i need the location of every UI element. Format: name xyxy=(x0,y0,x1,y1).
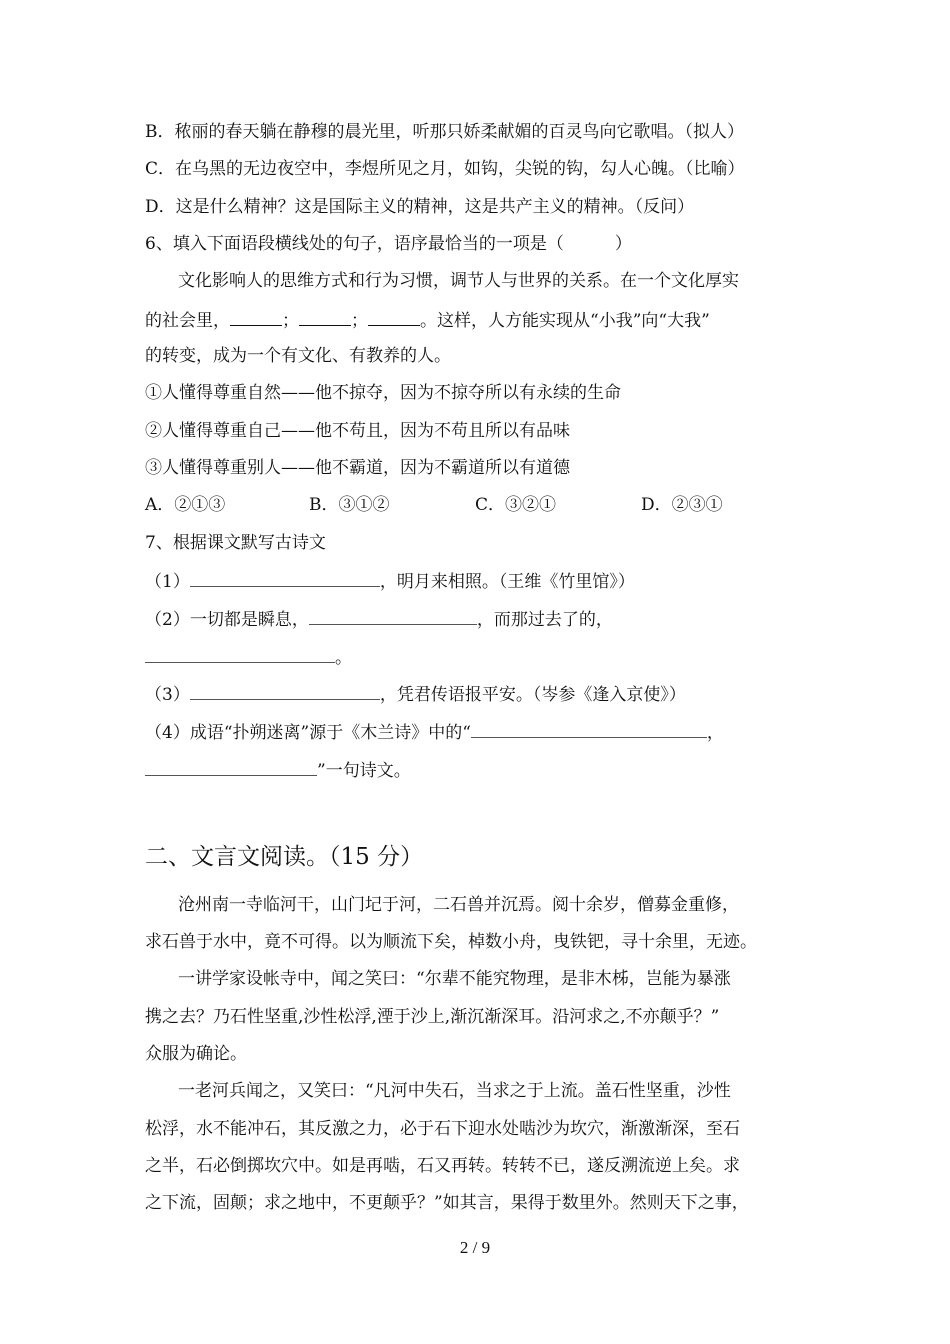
paragraph-2-line-2: 携之去？乃石性坚重,沙性松浮,湮于沙上,渐沉渐深耳。沿河求之,不亦颠乎？” xyxy=(145,1007,720,1027)
q7-line-6-text: ”一句诗文。 xyxy=(317,761,411,781)
q7-line-4-text: ，凭君传语报平安。（岑参《逢入京使》） xyxy=(379,685,686,705)
question-6-stem: 6、填入下面语段横线处的句子，语序最恰当的一项是（ ） xyxy=(145,234,632,254)
paragraph-3-line-4: 之下流，固颠；求之地中，不更颠乎？”如其言，果得于数里外。然则天下之事， xyxy=(145,1193,749,1213)
answer-blank-2[interactable] xyxy=(299,308,351,326)
q6-paragraph-line1: 文化影响人的思维方式和行为习惯，调节人与世界的关系。在一个文化厚实 xyxy=(178,271,739,291)
paragraph-1-line-1: 沧州南一寺临河干，山门圮于河，二石兽并沉焉。阅十余岁，僧募金重修， xyxy=(178,895,739,915)
q7-line-5 xyxy=(145,720,724,744)
question-7-stem: 7、根据课文默写古诗文 xyxy=(145,533,326,553)
paragraph-2-line-1: 一讲学家设帐寺中，闻之笑曰：“尔辈不能究物理，是非木柹，岂能为暴涨 xyxy=(178,969,731,989)
q6-paragraph-line2-end: 。这样，人方能实现从“小我”向“大我” xyxy=(420,311,710,331)
choice-b[interactable]: B．③①② xyxy=(309,495,390,515)
q7-line-2 xyxy=(145,607,613,631)
choice-d[interactable]: D．②③① xyxy=(641,495,723,515)
paragraph-3-line-3: 之半，石必倒掷坎穴中。如是再啮，石又再转。转转不已，遂反溯流逆上矣。求 xyxy=(145,1156,740,1176)
q7-line-6 xyxy=(145,758,411,782)
q6-item-1: ①人懂得尊重自然——他不掠夺，因为不掠夺所以有永续的生命 xyxy=(145,383,621,403)
section-2-heading: 二、文言文阅读。（15 分） xyxy=(145,844,424,870)
paragraph-2-line-3: 众服为确论。 xyxy=(145,1044,247,1064)
q7-line-2-text-start: （2）一切都是瞬息， xyxy=(145,610,309,630)
paragraph-3-line-2: 松浮，水不能冲石，其反激之力，必于石下迎水处啮沙为坎穴，渐激渐深，至石 xyxy=(145,1119,740,1139)
fill-blank-3[interactable] xyxy=(145,645,335,663)
q6-choices xyxy=(145,494,723,516)
separator: ； xyxy=(282,311,299,331)
answer-blank-1[interactable] xyxy=(230,308,282,326)
q7-line-4-label: （3） xyxy=(145,685,190,705)
fill-blank-6[interactable] xyxy=(145,758,317,776)
q6-paragraph-line3: 的转变，成为一个有文化、有教养的人。 xyxy=(145,346,451,366)
q7-line-4 xyxy=(145,682,686,706)
choice-c[interactable]: C．③②① xyxy=(475,495,557,515)
fill-blank-4[interactable] xyxy=(190,682,380,700)
separator: ； xyxy=(351,311,368,331)
q6-item-3: ③人懂得尊重别人——他不霸道，因为不霸道所以有道德 xyxy=(145,458,570,478)
q6-paragraph-line2-start: 的社会里， xyxy=(145,311,230,331)
q6-paragraph-line2 xyxy=(145,308,710,332)
q7-line-5-text: （4）成语“扑朔迷离”源于《木兰诗》中的“ xyxy=(145,723,471,743)
q7-line-5-end: ， xyxy=(706,723,724,743)
q7-line-1-label: （1） xyxy=(145,572,190,592)
fill-blank-2[interactable] xyxy=(309,607,477,625)
option-c: C．在乌黑的无边夜空中，李煜所见之月，如钩，尖锐的钩，勾人心魄。（比喻） xyxy=(145,159,745,179)
option-d: D．这是什么精神？这是国际主义的精神，这是共产主义的精神。（反问） xyxy=(145,197,695,217)
page-number: 2 / 9 xyxy=(459,1238,491,1257)
q7-line-1 xyxy=(145,569,635,593)
answer-blank-3[interactable] xyxy=(368,308,420,326)
q7-line-3-end: 。 xyxy=(335,648,352,668)
paragraph-3-line-1: 一老河兵闻之，又笑曰：“凡河中失石，当求之于上流。盖石性坚重，沙性 xyxy=(178,1081,731,1101)
q7-line-2-text-end: ，而那过去了的， xyxy=(476,610,613,630)
q6-item-2: ②人懂得尊重自己——他不苟且，因为不苟且所以有品味 xyxy=(145,421,570,441)
fill-blank-1[interactable] xyxy=(190,569,380,587)
option-b: B．秾丽的春天躺在静穆的晨光里，听那只娇柔献媚的百灵鸟向它歌唱。（拟人） xyxy=(145,122,744,142)
choice-a[interactable]: A．②①③ xyxy=(145,495,226,515)
q7-line-1-text: ，明月来相照。（王维《竹里馆》） xyxy=(379,572,635,592)
q7-line-3 xyxy=(145,645,352,669)
fill-blank-5[interactable] xyxy=(471,720,707,738)
paragraph-1-line-2: 求石兽于水中，竟不可得。以为顺流下矣，棹数小舟，曳铁钯，寻十余里，无迹。 xyxy=(145,932,757,952)
